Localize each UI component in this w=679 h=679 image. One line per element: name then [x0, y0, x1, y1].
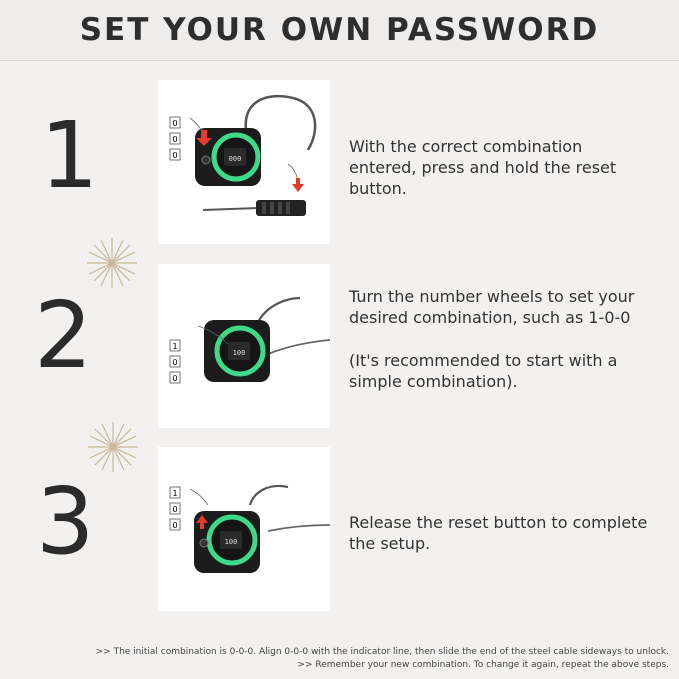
step-2-digit: 1: [172, 342, 178, 351]
step-2-digit-boxes: [170, 340, 180, 383]
footer-note-1: >> The initial combination is 0-0-0. Align 0-0-0 with the indicator line, then slide the end of the steel cable sideways to unlock.: [95, 647, 669, 657]
footer-note-2: >> Remember your new combination. To change it again, repeat the above steps.: [297, 660, 669, 670]
reset-button-icon: [202, 156, 210, 164]
step-2-note: (It's recommended to start with a simple combination).: [349, 351, 618, 391]
step-1-illustration: [158, 80, 330, 244]
step-2-digit: 0: [172, 374, 178, 383]
sparkle-icon: [85, 236, 139, 290]
step-1-digit: 0: [172, 135, 178, 144]
sparkle-icon: [86, 420, 140, 474]
step-1-digit: 0: [172, 151, 178, 160]
step-3-illustration: [158, 447, 330, 611]
svg-text:000: 000: [228, 155, 242, 163]
red-arrow-icon: [292, 178, 304, 192]
step-2-description: Turn the number wheels to set your desired combination, such as 1-0-0 (It's recommended to start with a simple combination).: [349, 286, 649, 392]
page-title: SET YOUR OWN PASSWORD: [79, 12, 600, 48]
step-1-digit: 0: [172, 119, 178, 128]
step-3-number: 3: [36, 468, 95, 575]
svg-text:100: 100: [224, 538, 238, 546]
svg-text:100: 100: [232, 349, 246, 357]
steel-cable: [250, 486, 288, 505]
step-1-number: 1: [40, 102, 99, 209]
title-banner: [0, 0, 679, 61]
step-1-description: With the correct combination entered, press and hold the reset button.: [349, 137, 617, 198]
step-2-number: 2: [34, 282, 93, 389]
reset-button-icon: [200, 539, 208, 547]
step-1-digit-boxes: [170, 117, 180, 160]
step-3-digit: 0: [172, 505, 178, 514]
step-3-description: Release the reset button to complete the setup.: [349, 513, 648, 553]
step-3-digit: 1: [172, 489, 178, 498]
step-2-illustration: [158, 264, 330, 428]
step-2-digit: 0: [172, 358, 178, 367]
step-3-digit: 0: [172, 521, 178, 530]
step-3-digit-boxes: [170, 487, 180, 530]
steel-cable: [258, 298, 300, 322]
hand-icon: [190, 489, 208, 505]
